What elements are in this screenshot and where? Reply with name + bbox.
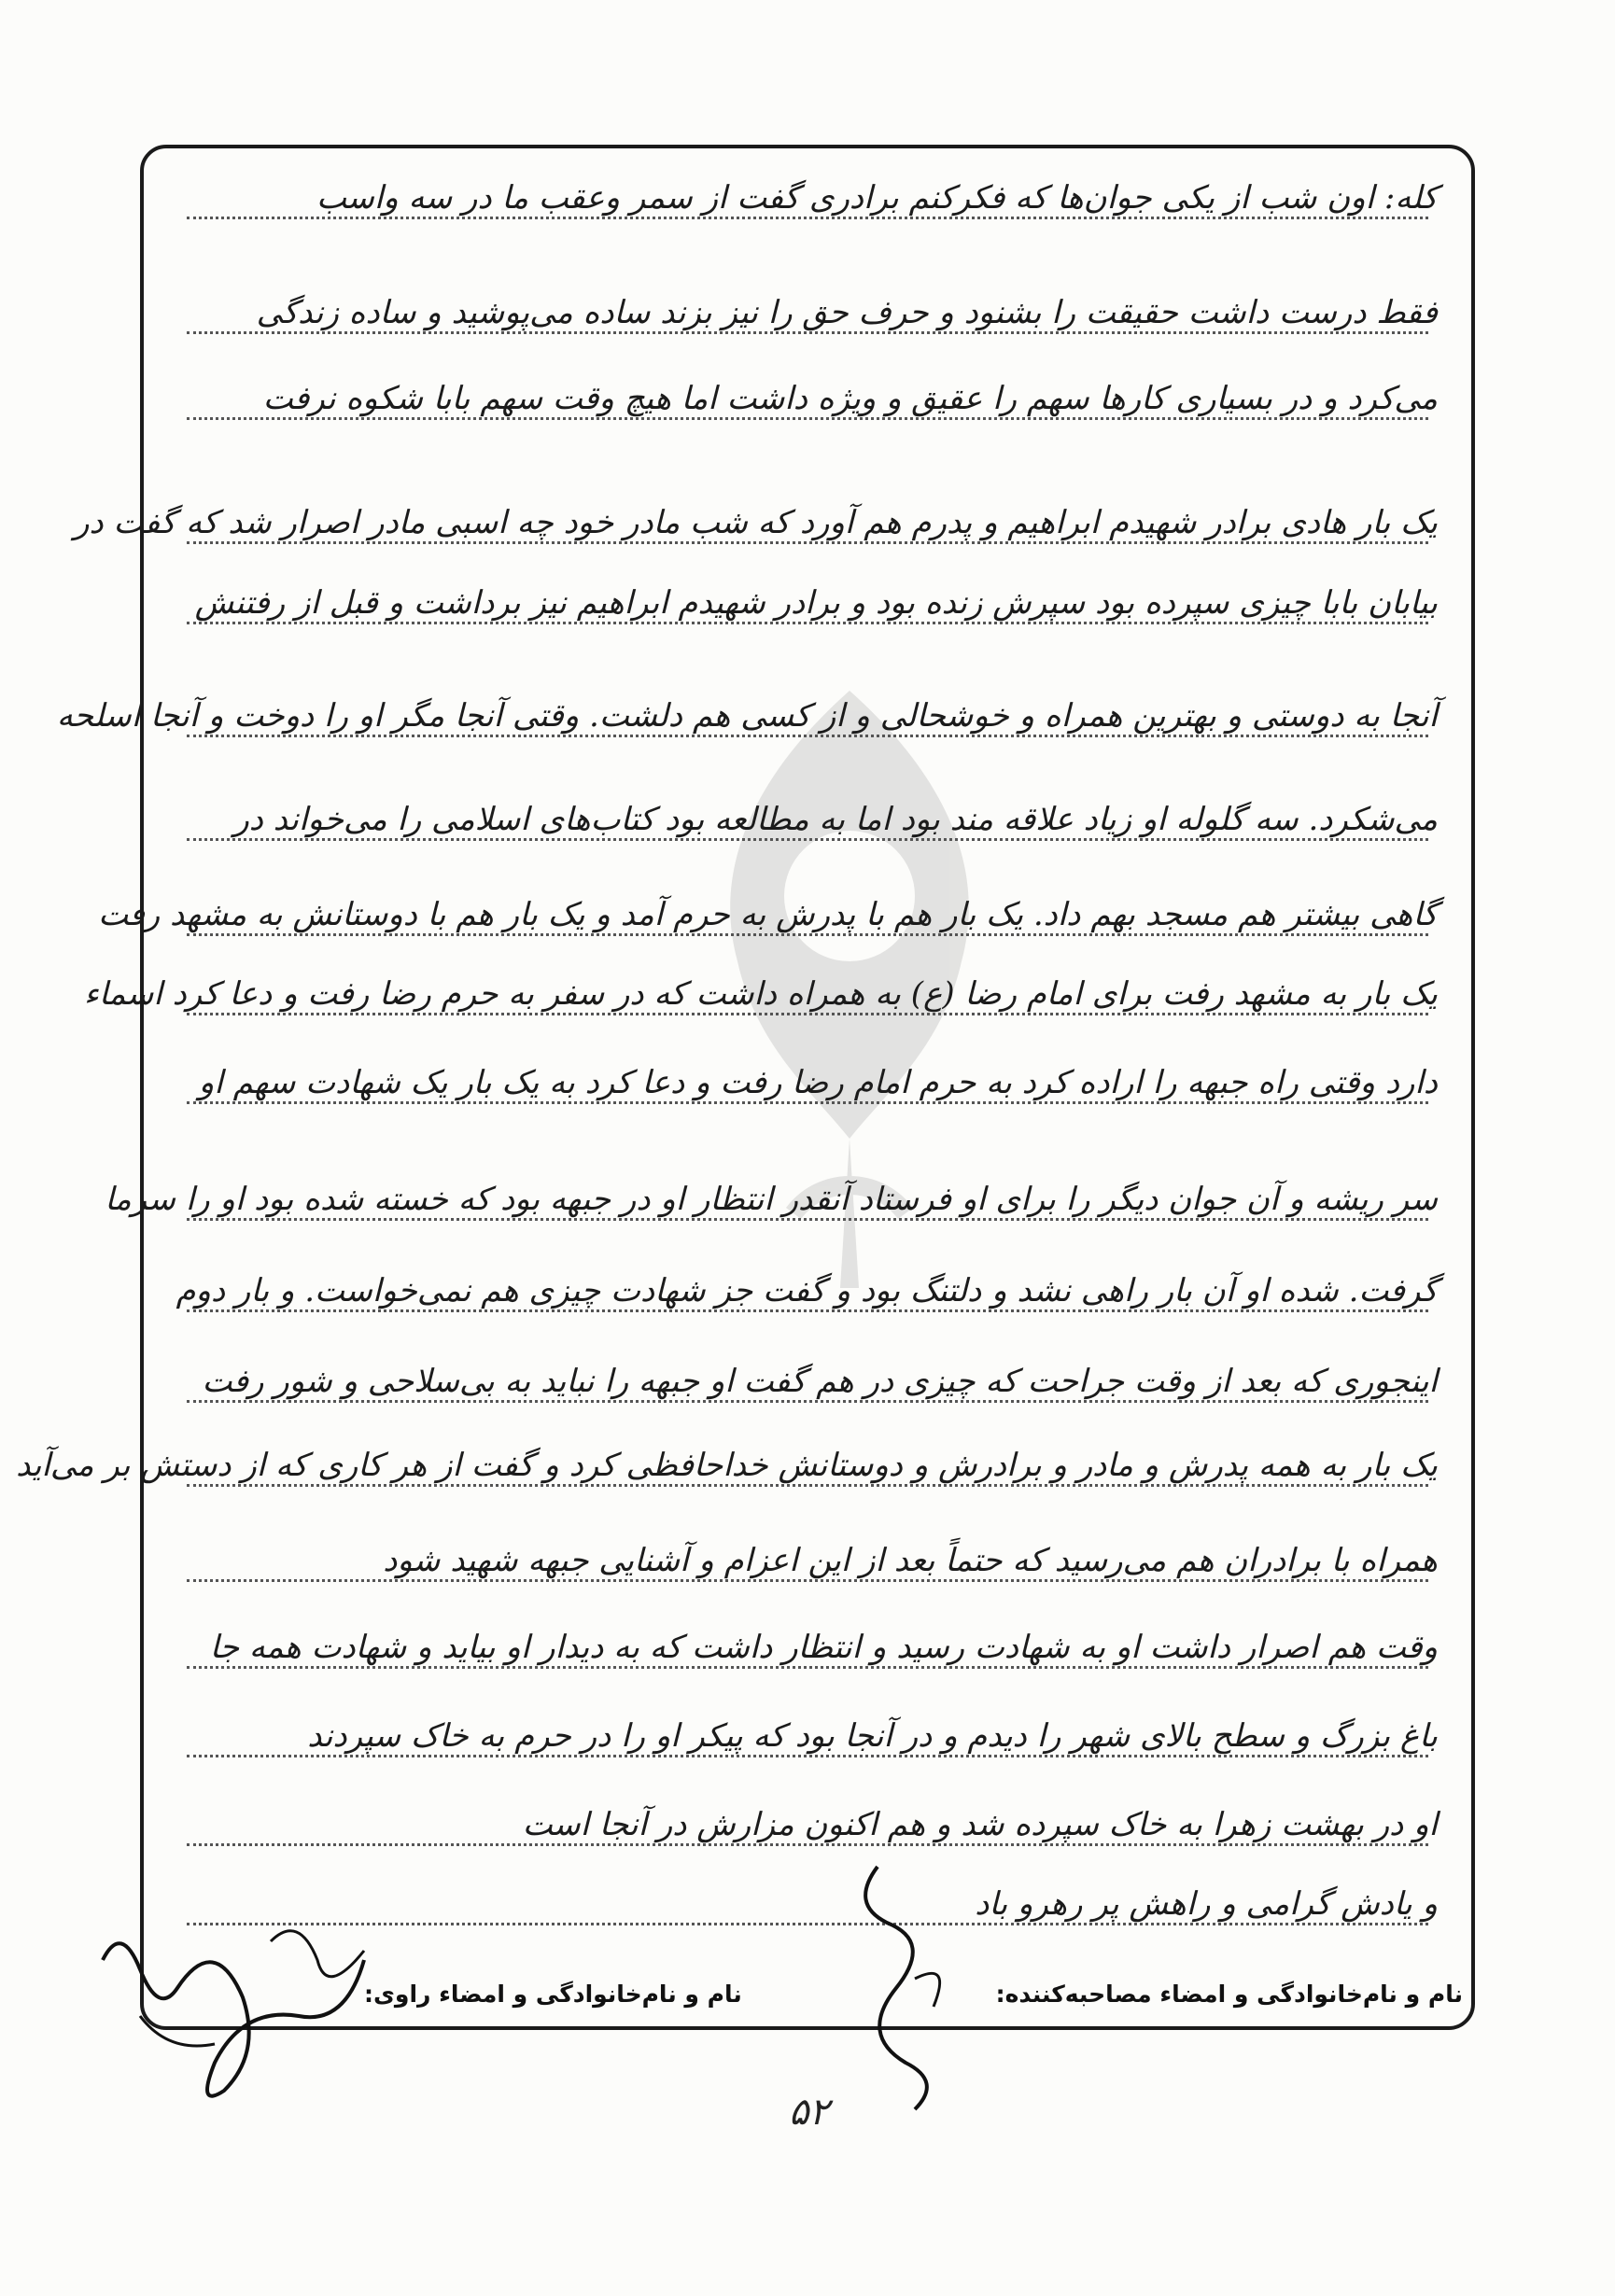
handwritten-line: می‌شکرد. سه گلوله او زیاد علاقه مند بود اما به مطالعه بود کتاب‌های اسلامی را می‌خواند در bbox=[233, 801, 1438, 838]
ruled-line bbox=[187, 1579, 1428, 1582]
ruled-line bbox=[187, 1484, 1428, 1487]
ruled-line bbox=[187, 1013, 1428, 1015]
handwritten-line: اینجوری که بعد از وقت جراحت که چیزی در هم گفت او جبهه را نباید به بی‌سلاحی و شور رفت bbox=[202, 1363, 1438, 1400]
ruled-line bbox=[187, 217, 1428, 219]
ruled-line bbox=[187, 331, 1428, 334]
handwritten-line: کله: اون شب از یکی جوان‌ها که فکرکنم برادری گفت از سمر وعقب ما در سه واسب bbox=[316, 179, 1438, 217]
interviewer-signature-label: نام و نام‌خانوادگی و امضاء مصاحبه‌کننده: bbox=[995, 1981, 1463, 2008]
ruled-line bbox=[187, 1666, 1428, 1669]
ruled-line bbox=[187, 541, 1428, 544]
narrator-signature-label: نام و نام‌خانوادگی و امضاء راوی: bbox=[364, 1981, 742, 2008]
ruled-line bbox=[187, 735, 1428, 737]
handwritten-line: فقط درست داشت حقیقت را بشنود و حرف حق را نیز بزند ساده می‌پوشید و ساده زندگی bbox=[256, 294, 1438, 331]
handwritten-line: همراه با برادران هم می‌رسید که حتماً بعد از این اعزام و آشنایی جبهه شهید شود bbox=[383, 1542, 1438, 1579]
ruled-line bbox=[187, 1755, 1428, 1757]
ruled-line bbox=[187, 1843, 1428, 1846]
handwritten-line: یک بار هادی برادر شهیدم ابراهیم و پدرم هم آورد که شب مادر خود چه اسبی مادر اصرار شد که گفت در bbox=[74, 504, 1438, 541]
handwritten-line: دارد وقتی راه جبهه را اراده کرد به حرم امام رضا رفت و دعا کرد به یک بار یک شهادت سهم او bbox=[198, 1064, 1438, 1101]
ruled-line bbox=[187, 417, 1428, 420]
handwritten-line: باغ بزرگ و سطح بالای شهر را دیدم و در آنجا بود که پیکر او را در حرم به خاک سپردند bbox=[307, 1717, 1438, 1755]
ruled-line bbox=[187, 1309, 1428, 1312]
handwritten-line: یک بار به همه پدرش و مادر و برادرش و دوستانش خداحافظی کرد و گفت از هر کاری که از دستش بر می‌آید bbox=[16, 1447, 1438, 1484]
ruled-line bbox=[187, 1101, 1428, 1104]
handwritten-line: و یادش گرامی و راهش پر رهرو باد bbox=[975, 1885, 1438, 1923]
handwritten-line: آنجا به دوستی و بهترین همراه و خوشحالی و از کسی هم دلشت. وقتی آنجا مگر او را دوخت و آنجا اسلحه bbox=[56, 697, 1438, 735]
handwritten-line: یک بار به مشهد رفت برای امام رضا (ع) به همراه داشت که در سفر به حرم رضا رفت و دعا کرد اسماء bbox=[83, 975, 1438, 1013]
handwritten-line: گاهی بیشتر هم مسجد بهم داد. یک بار هم با پدرش به حرم آمد و یک بار هم با دوستانش به مشهد رفت bbox=[98, 896, 1438, 933]
handwritten-line: سر ریشه و آن جوان دیگر را برای او فرستاد آنقدر انتظار او در جبهه بود که خسته شده بود او را سرما bbox=[105, 1181, 1438, 1218]
ruled-line bbox=[187, 933, 1428, 936]
handwritten-line: او در بهشت زهرا به خاک سپرده شد و هم اکنون مزارش در آنجا است bbox=[522, 1806, 1438, 1843]
interviewer-signature bbox=[822, 1848, 1008, 2128]
ruled-line bbox=[187, 622, 1428, 624]
ruled-line bbox=[187, 1218, 1428, 1221]
handwritten-line: می‌کرد و در بسیاری کارها سهم را عقیق و ویژه داشت اما هیچ وقت سهم بابا شکوه نرفت bbox=[262, 380, 1438, 417]
ruled-line bbox=[187, 1400, 1428, 1403]
page-number: ۵۲ bbox=[789, 2091, 829, 2134]
handwritten-line: وقت هم اصرار داشت او به شهادت رسید و انتظار داشت که به دیدار او بیاید و شهادت همه جا bbox=[209, 1629, 1438, 1666]
ruled-line bbox=[187, 838, 1428, 841]
narrator-signature bbox=[84, 1904, 392, 2119]
handwritten-line: بیابان بابا چیزی سپرده بود سپرش زنده بود و برادر شهیدم ابراهیم نیز برداشت و قبل از رفتنش bbox=[194, 584, 1438, 622]
handwritten-line: گرفت. شده او آن بار راهی نشد و دلتنگ بود و گفت جز شهادت چیزی هم نمی‌خواست. و بار دوم bbox=[176, 1272, 1438, 1309]
